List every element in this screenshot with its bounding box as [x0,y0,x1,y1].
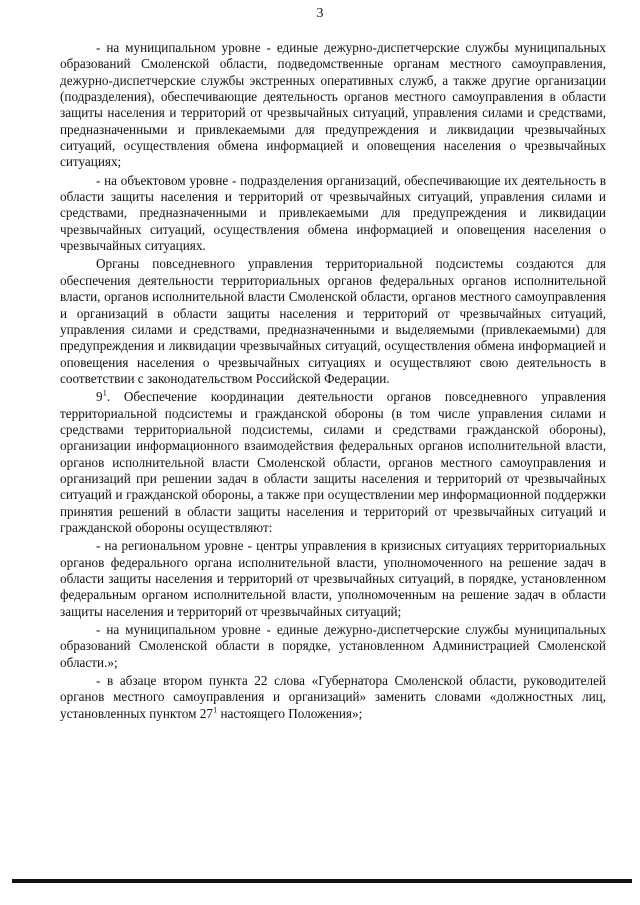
amendment-superscript: 1 [212,704,218,715]
bottom-border-line [12,879,632,883]
paragraph-municipal-level-2: - на муниципальном уровне - единые дежурно-диспетчерские службы муниципальных образований Смоленской области в порядке, установленном Администрацией Смоленской области.»; [60,622,606,670]
paragraph-daily-management-bodies: Органы повседневного управления территориальной подсистемы создаются для обеспечения деятельности территориальных органов федеральных органов исполнительной власти, органов исполнительной власти Смоленской области, органов местного самоуправления и организаций в области защиты населения и территорий от чрезвычайных ситуаций, управления силами и средствами, предназначенными и выделяемыми (привлекаемыми) для предупреждения и ликвидации чрезвычайных ситуаций, осуществления обмена информацией и оповещения населения о чрезвычайных ситуациях и осуществляют свою деятельность в соответствии с законодательством Российской Федерации. [60,256,606,386]
item-number-superscript: 1 [102,387,107,398]
amendment-text-before: - в абзаце втором пункта 22 слова «Губернатора Смоленской области, руководителей органов местного самоуправления и организаций» заменить словами «должностных лиц, установленных пунктом 27 [60,673,606,721]
page-number: 3 [316,6,324,21]
paragraph-item-9-1 [60,389,606,536]
paragraph-object-level: - на объектовом уровне - подразделения организаций, обеспечивающие их деятельность в области защиты населения и территорий от чрезвычайных ситуаций, управления силами и средствами, предназначенными и привлекаемыми для предупреждения и ликвидации чрезвычайных ситуаций, осуществления обмена информацией и оповещения населения о чрезвычайных ситуациях. [60,172,606,254]
paragraph-item-22-amendment [60,673,606,722]
item-number: 9 [96,389,103,405]
paragraph-regional-level: - на региональном уровне - центры управления в кризисных ситуациях территориальных органов федерального органа исполнительной власти, уполномоченного на решение задач в области защиты населения и территорий от чрезвычайных ситуаций, в порядке, установленном федеральным органом исполнительной власти, уполномоченным на решение задач в области защиты населения и территорий от чрезвычайных ситуаций; [60,538,606,619]
amendment-text-after: настоящего Положения»; [217,705,363,721]
item-text: . Обеспечение координации деятельности органов повседневного управления территориальной подсистемы и гражданской обороны (в том числе управления силами и средствами территориальной подсистемы, силами и средствами гражданской обороны), организации информационного взаимодействия федеральных органов исполнительной власти, органов исполнительной власти Смоленской области, органов местного самоуправления и организаций при решении задач в области защиты населения и территорий от чрезвычайных ситуаций и гражданской обороны, а также при осуществлении мер информационной поддержки принятия решений в области защиты населения и территорий от чрезвычайных ситуаций и гражданской обороны осуществляют: [60,389,606,535]
document-body [60,40,606,722]
paragraph-municipal-level: - на муниципальном уровне - единые дежурно-диспетчерские службы муниципальных образований Смоленской области, подведомственные органам местного самоуправления, дежурно-диспетчерские службы экстренных оперативных служб, а также другие организации (подразделения), обеспечивающие деятельность органов местного самоуправления в области защиты населения и территорий от чрезвычайных ситуаций, управления силами и средствами, предназначенными и привлекаемыми для предупреждения и ликвидации чрезвычайных ситуаций, осуществления обмена информацией и оповещения населения о чрезвычайных ситуациях; [60,40,606,170]
